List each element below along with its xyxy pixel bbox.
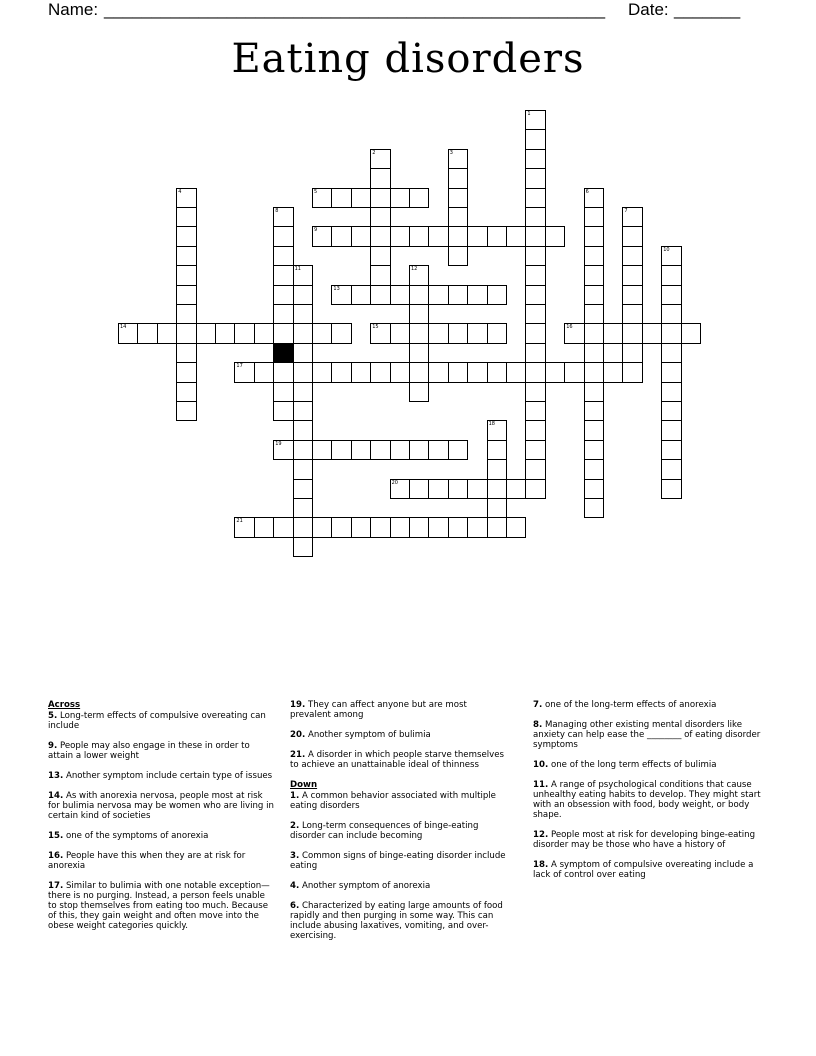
grid-cell[interactable] [234,362,254,382]
clue-number: 8 [275,208,279,214]
grid-cell[interactable] [351,285,371,305]
grid-cell[interactable] [584,285,604,305]
grid-cell[interactable] [293,343,313,363]
grid-cell[interactable] [390,188,410,208]
grid-cell[interactable] [467,517,487,537]
clue-number: 3 [449,149,453,156]
grid-cell[interactable] [370,188,390,208]
grid-cell[interactable] [506,479,526,499]
grid-cell[interactable] [506,362,526,382]
grid-cell[interactable] [273,246,293,266]
grid-cell[interactable] [642,323,662,343]
grid-cell[interactable] [661,382,681,402]
grid-cell[interactable] [428,440,448,460]
grid-cell[interactable] [293,323,313,343]
clue-number: 9 [314,227,318,234]
grid-cell[interactable] [622,343,642,363]
grid-cell[interactable] [525,110,545,130]
grid-cell[interactable] [661,420,681,440]
grid-cell[interactable] [525,401,545,421]
grid-cell[interactable] [584,188,604,208]
clue-across-20: 20. Another symptom of bulimia [290,730,431,740]
grid-cell[interactable] [525,168,545,188]
clue-across-14: 14. As with anorexia nervosa, people most at risk for bulimia nervosa may be women who are living in certain kind of societies [48,791,274,821]
grid-cell[interactable] [370,246,390,266]
grid-cell[interactable] [525,246,545,266]
grid-cell[interactable] [390,517,410,537]
grid-cell[interactable] [390,362,410,382]
clue-number: 12 [411,266,418,273]
clue-number: 1 [527,111,531,117]
grid-cell[interactable] [661,459,681,479]
grid-cell[interactable] [487,285,507,305]
grid-cell[interactable] [370,323,390,343]
grid-cell[interactable] [584,226,604,246]
grid-cell[interactable] [390,479,410,499]
grid-cell[interactable] [273,323,293,343]
grid-cell[interactable] [506,226,526,246]
grid-cell[interactable] [176,207,196,227]
grid-cell[interactable] [467,479,487,499]
grid-cell[interactable] [584,246,604,266]
grid-cell[interactable] [603,362,623,382]
grid-cell[interactable] [661,362,681,382]
grid-cell[interactable] [584,440,604,460]
clue-number: 14 [120,324,127,331]
grid-cell[interactable] [293,537,313,557]
grid-cell[interactable] [448,362,468,382]
grid-cell[interactable] [525,188,545,208]
grid-cell[interactable] [545,362,565,382]
grid-cell[interactable] [525,440,545,460]
grid-cell[interactable] [584,265,604,285]
grid-cell[interactable] [622,362,642,382]
grid-cell[interactable] [487,226,507,246]
clue-down-18: 18. A symptom of compulsive overeating include a lack of control over eating [533,860,754,880]
grid-cell[interactable] [661,246,681,266]
page-title: Eating disorders [231,36,585,82]
grid-cell[interactable] [564,362,584,382]
down-heading: Down [290,780,318,790]
grid-cell[interactable] [661,304,681,324]
grid-cell[interactable] [176,226,196,246]
grid-cell[interactable] [487,323,507,343]
grid-cell[interactable] [584,479,604,499]
grid-cell[interactable] [681,323,701,343]
grid-cell[interactable] [525,382,545,402]
grid-cell[interactable] [525,420,545,440]
grid-cell[interactable] [584,498,604,518]
clue-across-13: 13. Another symptom include certain type of issues [48,771,273,781]
grid-cell[interactable] [273,440,293,460]
grid-cell[interactable] [409,188,429,208]
grid-cell[interactable] [293,304,313,324]
clue-number: 5 [314,188,318,195]
grid-cell[interactable] [370,440,390,460]
clue-across-16: 16. People have this when they are at risk for anorexia [48,851,246,871]
grid-cell[interactable] [409,265,429,285]
grid-cell[interactable] [312,188,332,208]
grid-cell[interactable] [293,285,313,305]
grid-cell[interactable] [448,323,468,343]
clue-number: 19 [275,440,282,447]
grid-cell[interactable] [525,343,545,363]
grid-cell[interactable] [622,226,642,246]
clue-across-9: 9. People may also engage in these in order to attain a lower weight [48,741,250,761]
grid-cell[interactable] [273,517,293,537]
grid-cell[interactable] [176,323,196,343]
clue-across-17: 17. Similar to bulimia with one notable exception—there is no purging. Instead, a person feels unable to stop themselves from eating too much. Because of this, they gain weight and often move into the obese weight categories quickly. [48,881,270,931]
grid-cell[interactable] [331,188,351,208]
grid-cell[interactable] [390,226,410,246]
grid-cell[interactable] [428,285,448,305]
grid-cell[interactable] [487,498,507,518]
grid-cell[interactable] [661,479,681,499]
grid-cell[interactable] [622,246,642,266]
clue-down-12: 12. People most at risk for developing binge-eating disorder may be those who have a history of [533,830,756,850]
grid-cell[interactable] [370,168,390,188]
grid-cell[interactable] [661,285,681,305]
grid-cell[interactable] [351,362,371,382]
grid-cell[interactable] [409,382,429,402]
grid-cell[interactable] [176,188,196,208]
grid-cell[interactable] [467,323,487,343]
grid-cell[interactable] [176,285,196,305]
grid-cell[interactable] [293,479,313,499]
grid-cell[interactable] [370,265,390,285]
grid-cell[interactable] [293,517,313,537]
clue-number: 6 [585,188,589,195]
clue-number: 10 [663,246,670,253]
grid-cell[interactable] [564,323,584,343]
grid-cell[interactable] [487,517,507,537]
grid-cell[interactable] [273,285,293,305]
grid-cell[interactable] [176,265,196,285]
grid-cell[interactable] [293,401,313,421]
grid-cell[interactable] [487,362,507,382]
grid-cell[interactable] [293,498,313,518]
clue-number: 7 [624,208,628,214]
grid-cell[interactable] [661,343,681,363]
clue-down-2: 2. Long-term consequences of binge-eating disorder can include becoming [290,821,479,841]
grid-cell[interactable] [176,304,196,324]
grid-cell[interactable] [176,362,196,382]
grid-cell[interactable] [293,459,313,479]
clue-down-1: 1. A common behavior associated with multiple eating disorders [290,791,496,811]
grid-cell[interactable] [584,207,604,227]
clue-down-8: 8. Managing other existing mental disorders like anxiety can help ease the ________ of eating disorder symptoms [533,720,761,750]
grid-cell[interactable] [428,226,448,246]
grid-cell[interactable] [525,362,545,382]
grid-cell[interactable] [254,517,274,537]
grid-cell[interactable] [234,323,254,343]
grid-cell[interactable] [351,226,371,246]
grid-cell[interactable] [525,149,545,169]
grid-cell[interactable] [448,149,468,169]
grid-cell[interactable] [487,440,507,460]
grid-cell[interactable] [622,323,642,343]
grid-cell[interactable] [409,285,429,305]
clues-column-3 [533,700,761,890]
grid-cell[interactable] [525,129,545,149]
grid-cell[interactable] [448,188,468,208]
grid-cell[interactable] [157,323,177,343]
grid-cell[interactable] [467,285,487,305]
grid-cell[interactable] [409,517,429,537]
grid-cell[interactable] [351,440,371,460]
grid-cell[interactable] [254,362,274,382]
grid-cell[interactable] [273,401,293,421]
grid-cell[interactable] [254,323,274,343]
grid-cell[interactable] [448,285,468,305]
grid-cell[interactable] [409,304,429,324]
date-label: Date: [628,0,669,19]
grid-cell[interactable] [370,517,390,537]
grid-cell[interactable] [273,207,293,227]
grid-cell[interactable] [622,207,642,227]
grid-cell[interactable] [661,265,681,285]
across-heading: Across [48,700,81,710]
clue-across-19: 19. They can affect anyone but are most prevalent among [290,700,467,720]
grid-cell[interactable] [525,265,545,285]
grid-cell[interactable] [584,323,604,343]
grid-cell[interactable] [448,517,468,537]
grid-cell[interactable] [293,382,313,402]
grid-cell[interactable] [370,226,390,246]
grid-cell[interactable] [351,517,371,537]
clue-across-15: 15. one of the symptoms of anorexia [48,831,209,841]
grid-cell[interactable] [409,362,429,382]
grid-cell[interactable] [293,420,313,440]
grid-cell[interactable] [525,459,545,479]
grid-cell[interactable] [331,440,351,460]
grid-cell[interactable] [448,226,468,246]
black-square [273,343,293,363]
name-blank[interactable]: _____________________________________________________ [104,0,606,19]
grid-cell[interactable] [584,382,604,402]
grid-cell[interactable] [370,207,390,227]
grid-cell[interactable] [312,362,332,382]
grid-cell[interactable] [448,168,468,188]
grid-cell[interactable] [390,285,410,305]
grid-cell[interactable] [661,440,681,460]
grid-cell[interactable] [196,323,216,343]
grid-cell[interactable] [584,401,604,421]
grid-cell[interactable] [351,188,371,208]
grid-cell[interactable] [428,479,448,499]
grid-cell[interactable] [661,401,681,421]
grid-cell[interactable] [331,323,351,343]
grid-cell[interactable] [448,246,468,266]
grid-cell[interactable] [312,517,332,537]
grid-cell[interactable] [525,207,545,227]
grid-cell[interactable] [409,440,429,460]
clue-down-7: 7. one of the long-term effects of anorexia [533,700,717,710]
clue-number: 17 [236,363,243,370]
clue-across-5: 5. Long-term effects of compulsive overeating can include [48,711,266,731]
grid-cell[interactable] [409,343,429,363]
grid-cell[interactable] [506,517,526,537]
grid-cell[interactable] [331,362,351,382]
grid-cell[interactable] [176,246,196,266]
grid-cell[interactable] [234,517,254,537]
grid-cell[interactable] [428,362,448,382]
grid-cell[interactable] [176,343,196,363]
clue-number: 13 [333,285,340,292]
grid-cell[interactable] [390,440,410,460]
clue-number: 11 [294,266,301,273]
grid-cell[interactable] [487,479,507,499]
grid-cell[interactable] [293,265,313,285]
clue-down-3: 3. Common signs of binge-eating disorder include eating [290,851,506,871]
grid-cell[interactable] [584,304,604,324]
clue-number: 15 [372,324,379,331]
grid-cell[interactable] [331,285,351,305]
grid-cell[interactable] [118,323,138,343]
grid-cell[interactable] [331,226,351,246]
grid-cell[interactable] [370,285,390,305]
grid-cell[interactable] [584,362,604,382]
grid-cell[interactable] [525,285,545,305]
grid-cell[interactable] [176,382,196,402]
grid-cell[interactable] [467,362,487,382]
name-label: Name: [48,0,99,19]
clue-number: 20 [391,479,398,486]
grid-cell[interactable] [584,420,604,440]
clue-down-6: 6. Characterized by eating large amounts of food rapidly and then purging in some way. This can include abusing laxatives, vomiting, and over-exercising. [290,901,503,941]
clue-number: 2 [372,149,376,156]
grid-cell[interactable] [370,149,390,169]
grid-cell[interactable] [215,323,235,343]
clue-down-4: 4. Another symptom of anorexia [290,881,431,891]
clue-number: 21 [236,518,243,525]
clue-down-10: 10. one of the long term effects of bulimia [533,760,717,770]
grid-cell[interactable] [312,323,332,343]
grid-cell[interactable] [661,323,681,343]
clue-number: 4 [178,188,182,195]
clue-number: 16 [566,324,573,331]
grid-cell[interactable] [273,304,293,324]
clue-number: 18 [488,421,495,428]
grid-cell[interactable] [584,343,604,363]
grid-cell[interactable] [312,440,332,460]
grid-cell[interactable] [584,459,604,479]
clue-across-21: 21. A disorder in which people starve themselves to achieve an unattainable ideal of thinness [290,750,504,770]
grid-cell[interactable] [409,226,429,246]
grid-cell[interactable] [525,226,545,246]
grid-cell[interactable] [273,265,293,285]
grid-cell[interactable] [487,420,507,440]
grid-cell[interactable] [467,226,487,246]
grid-cell[interactable] [293,362,313,382]
clues-column-1 [48,700,276,941]
clues-column-2 [290,700,510,951]
grid-cell[interactable] [448,207,468,227]
grid-cell[interactable] [273,226,293,246]
grid-cell[interactable] [312,226,332,246]
grid-cell[interactable] [487,459,507,479]
grid-cell[interactable] [137,323,157,343]
grid-cell[interactable] [622,304,642,324]
grid-cell[interactable] [603,323,623,343]
grid-cell[interactable] [545,226,565,246]
grid-cell[interactable] [448,440,468,460]
grid-cell[interactable] [409,479,429,499]
grid-cell[interactable] [176,401,196,421]
grid-cell[interactable] [428,323,448,343]
grid-cell[interactable] [370,362,390,382]
grid-cell[interactable] [448,479,468,499]
grid-cell[interactable] [525,304,545,324]
grid-cell[interactable] [622,265,642,285]
grid-cell[interactable] [525,323,545,343]
grid-cell[interactable] [622,285,642,305]
grid-cell[interactable] [273,362,293,382]
grid-cell[interactable] [525,479,545,499]
grid-cell[interactable] [390,323,410,343]
grid-cell[interactable] [331,517,351,537]
date-blank[interactable]: _______ [674,0,741,19]
grid-cell[interactable] [428,517,448,537]
grid-cell[interactable] [293,440,313,460]
grid-cell[interactable] [273,382,293,402]
grid-cell[interactable] [409,323,429,343]
clue-down-11: 11. A range of psychological conditions that cause unhealthy eating habits to develop. They might start with an obsession with food, body weight, or body shape. [533,780,761,820]
